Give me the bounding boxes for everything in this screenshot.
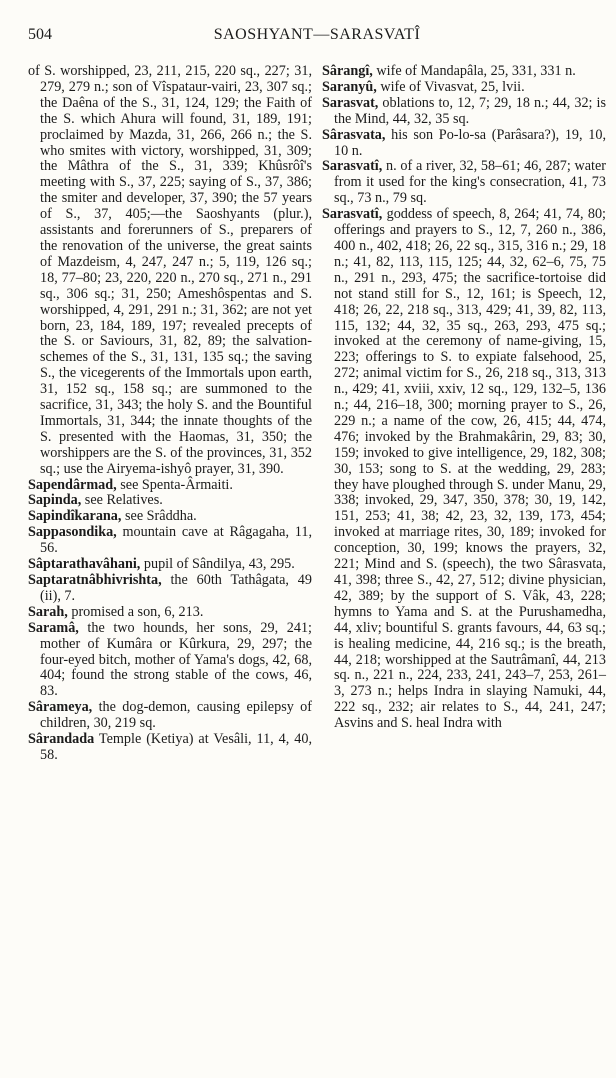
entry-headword: Sarah, <box>28 603 68 620</box>
entry-text: promised a son, 6, 213. <box>67 603 204 620</box>
index-entry <box>322 80 606 96</box>
index-entry <box>28 573 312 605</box>
entry-text: oblations to, 12, 7; 29, 18 n.; 44, 32; is the Mind, 44, 32, 35 sq. <box>334 94 606 127</box>
index-entry <box>28 478 312 494</box>
entry-text: pupil of Sândilya, 43, 295. <box>140 556 295 573</box>
entry-headword: Sârasvata, <box>322 126 386 143</box>
index-entry <box>28 621 312 701</box>
index-entry <box>28 525 312 557</box>
entry-headword: Saramâ, <box>28 619 79 636</box>
index-entry <box>28 493 312 509</box>
entry-headword: Sârandada <box>28 731 95 748</box>
entry-headword: Sarasvat, <box>322 94 379 111</box>
entry-headword: Saranyû, <box>322 78 377 95</box>
left-column <box>28 64 312 764</box>
index-entry <box>322 207 606 732</box>
index-columns <box>28 64 606 764</box>
entry-headword: Saptaratnâbhivrishta, <box>28 572 162 588</box>
running-title: SAOSHYANT—SARASVATÎ <box>213 26 421 43</box>
index-entry <box>28 732 312 764</box>
entry-text: wife of Vivasvat, 25, lvii. <box>376 78 525 95</box>
index-entry <box>322 128 606 160</box>
index-entry <box>28 509 312 525</box>
index-entry <box>322 159 606 207</box>
index-entry <box>28 605 312 621</box>
index-entry <box>28 64 312 478</box>
index-entry <box>28 557 312 573</box>
entry-text: see Relatives. <box>81 492 163 509</box>
index-entry <box>28 700 312 732</box>
entry-text: of S. worshipped, 23, 211, 215, 220 sq., 227; 31, 279, 279 n.; son of Vîspataur-vairi, 23, 307 sq.; the Daêna of the S., 31, 124, 129; the Faith of the S. which Ahura will found, 31, 189, 191; proclaimed by Mazda, 31, 266, 266 n.; the S. who smites with victory, worshipped, 31, 309; the Mâthra of the S., 31, 339; Khûsrôî's meeting with S., 37, 225; saying of S., 37, 386; the smiter and developer, 37, 390; the 57 years of S., 37, 405;—the Saoshyants (plur.), assistants and forerunners of S., preparers of the renovation of the universe, the great saints of Mazdeism, 4, 247, 247 n.; 5, 119, 126 sq.; 18, 77–80; 23, 220, 220 n., 270 sq., 271 n., 291 sq., 306 sq.; 31, 250; Ameshôspentas and S. worshipped, 4, 291, 291 n.; 31, 362; are not yet born, 23, 184, 189, 197; revealed precepts of the S. or Saviours, 31, 82, 89; the salvation-schemes of the S., 31, 131, 135 sq.; the saving S., the vicegerents of the Immortals upon earth, 31, 152 sq., 158 sq.; are summoned to the sacrifice, 31, 343; the holy S. and the Bountiful Immortals, 31, 344; the innate thoughts of the S. presented with the Haomas, 31, 350; the worshippers are the S. of the provinces, 31, 352 sq.; use the Airyema-ishyô prayer, 31, 390. <box>28 63 312 477</box>
entry-text: the two hounds, her sons, 29, 241; mother of Kumâra or Kûrkura, 29, 297; the four-eyed bitch, mother of Yama's dogs, 42, 68, 404; found the strong stable of the cows, 46, 83. <box>40 619 312 700</box>
page-number: 504 <box>28 26 52 43</box>
index-entry <box>322 64 606 80</box>
page-header <box>28 26 606 54</box>
entry-text: mountain cave at Râgagaha, 11, 56. <box>40 524 312 557</box>
entry-text: the dog-demon, causing epilepsy of children, 30, 219 sq. <box>40 699 312 732</box>
entry-headword: Sapendârmad, <box>28 476 117 493</box>
index-entry <box>322 96 606 128</box>
right-column <box>322 64 606 764</box>
entry-headword: Sapinda, <box>28 492 82 509</box>
entry-text: goddess of speech, 8, 264; 41, 74, 80; offerings and prayers to S., 12, 7, 260 n., 386, 400 n., 402, 418; 26, 22 sq., 315, 316 n.; 29, 18 n.; 41, 82, 113, 115, 125; 44, 32, 62–6, 75, 75 n., 291 n., 293, 475; the sacrifice-tortoise did not stand still for S., 12, 161; is Speech, 12, 418; 26, 22, 218 sq., 313, 429; 41, 39, 82, 113, 115, 132; 44, 32, 35 sq., 263, 293, 475 sq.; invoked at the ceremony of name-giving, 15, 223; offerings to S. to expiate falsehood, 25, 272; animal victim for S., 26, 218 sq., 313, 313 n., 429; 41, xviii, xxiv, 12 sq., 129, 132–5, 136 n.; 44, 216–18, 300; morning prayer to S., 26, 229 n.; a name of the cow, 26, 415; 44, 474, 476; invoked by the Brahmakârin, 29, 83; 30, 159; invoked to give intelligence, 29, 182, 308; 30, 153; song to S. at the wedding, 29, 283; they have ploughed through S. under Manu, 29, 338; invoked, 29, 347, 350, 378; 30, 19, 142, 151, 253; 41, 38; 42, 23, 32, 139, 173, 454; invoked at marriage rites, 30, 189; invoked for conception, 30, 199; knows the prayers, 32, 221; Mind and S. (speech), the two Sârasvata, 41, 398; three S., 42, 27, 512; divine physician, 42, 389; by the support of S. Vâk, 43, 228; hymns to Yama and S. at the Purushamedha, 44, xliv; bountiful S. grants favours, 44, 63 sq.; is healing medicine, 44, 216 sq.; is the breath, 44, 218; worshipped at the Sautrâmanî, 44, 213 sq. n., 221 n., 224, 233, 241, 243–7, 253, 261–3, 273 n.; helps Indra in slaying Namuki, 44, 222 sq., 232; air relates to S., 44, 241, 247; Asvins and S. heal Indra with <box>334 206 606 732</box>
entry-text: wife of Mandapâla, 25, 331, 331 n. <box>372 63 576 79</box>
entry-text: n. of a river, 32, 58–61; 46, 287; water from it used for the king's consecration, 41, 73 sq., 73 n., 79 sq. <box>334 158 606 207</box>
entry-headword: Sârameya, <box>28 699 93 716</box>
entry-text: his son Po-lo-sa (Parâsara?), 19, 10, 10 n. <box>334 126 606 159</box>
entry-text: Temple (Ketiya) at Vesâli, 11, 4, 40, 58. <box>40 731 312 763</box>
entry-text: see Srâddha. <box>121 508 197 525</box>
entry-headword: Sârangî, <box>322 63 373 79</box>
entry-headword: Sappasondika, <box>28 524 117 541</box>
entry-headword: Sâptarathavâhani, <box>28 556 141 573</box>
entry-text: see Spenta-Ârmaiti. <box>116 476 233 493</box>
entry-headword: Sarasvatî, <box>322 158 383 175</box>
entry-headword: Sapindîkarana, <box>28 508 122 525</box>
entry-text: the 60th Tathâgata, 49 (ii), 7. <box>40 572 312 604</box>
entry-headword: Sarasvatî, <box>322 206 383 223</box>
